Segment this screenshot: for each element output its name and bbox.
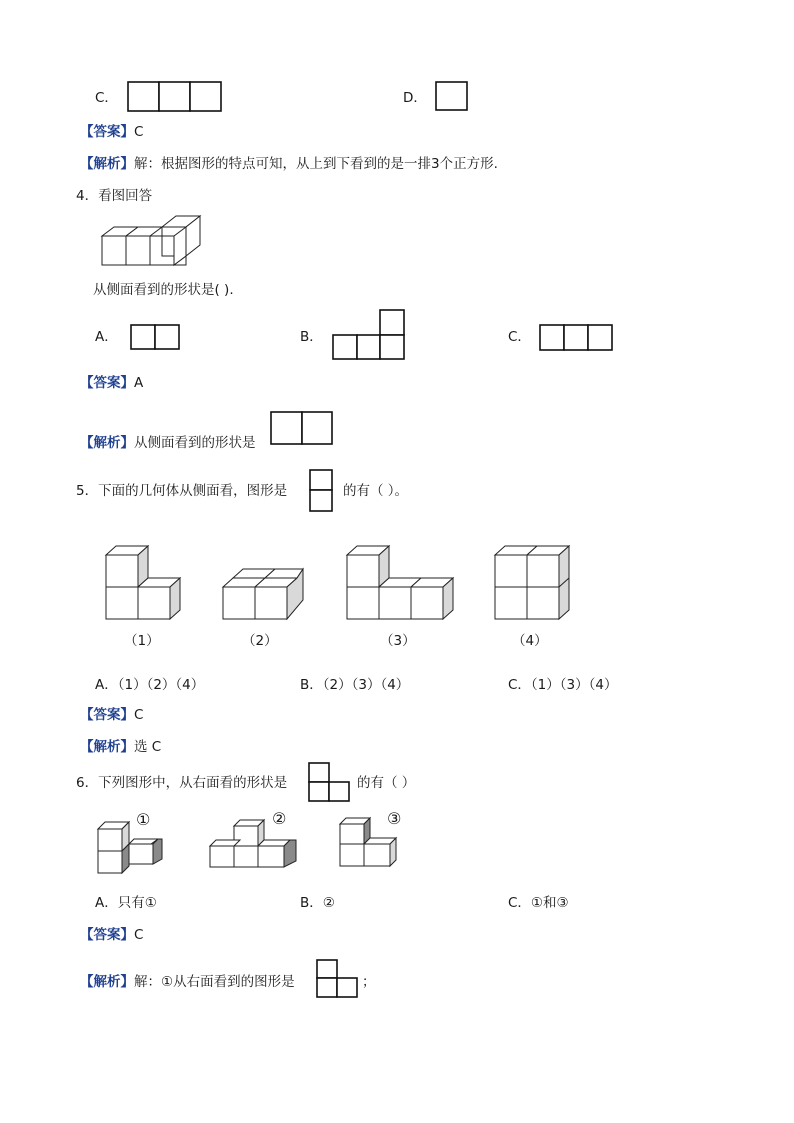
analysis-text: 解：①从右面看到的图形是 [134,974,295,990]
q6-analysis-post: ； [362,974,376,990]
q6-title-post: 的有（ ） [357,775,416,791]
analysis-tag: 【解析】 [80,156,134,172]
q5-label-4: （4） [512,633,548,649]
q5-answer [80,706,143,724]
q3-option-c-figure [127,81,223,112]
q6-solid-1 [96,819,168,875]
q4-option-b-label: B． [300,329,323,345]
q6-marker-3: ③ [387,809,402,828]
answer-tag: 【答案】 [80,124,134,140]
q5-title-figure [309,469,334,513]
answer-tag: 【答案】 [80,375,134,391]
q4-option-a-label: A． [95,329,118,345]
q5-label-3: （3） [380,633,416,649]
q3-analysis [80,155,498,173]
q5-option-b: B．（2）（3）（4） [300,677,410,693]
analysis-text: 从侧面看到的形状是 [134,435,256,451]
q4-title: 4．看图回答 [76,188,153,204]
q5-title-post: 的有（ ）。 [343,483,409,499]
q5-label-2: （2） [242,633,278,649]
analysis-text: 选 C [134,739,162,755]
q4-analysis-figure [270,411,334,446]
q5-analysis [80,738,161,756]
q5-solid-1 [104,544,184,622]
q6-analysis-figure [316,959,360,999]
q4-answer [80,374,143,392]
analysis-tag: 【解析】 [80,435,134,451]
q3-option-d-figure [435,81,469,112]
q5-option-a: A．（1）（2）（4） [95,677,205,693]
q4-question: 从侧面看到的形状是( ). [93,282,234,298]
q5-solid-3 [345,544,457,622]
q5-title-pre: 5．下面的几何体从侧面看，图形是 [76,483,288,499]
q6-option-c: C．①和③ [508,895,569,911]
q5-label-1: （1） [124,633,160,649]
answer-value: C [134,707,144,723]
q4-option-a-figure [130,324,181,350]
q6-title-pre: 6．下列图形中，从右面看的形状是 [76,775,288,791]
q6-marker-2: ② [272,809,287,828]
q5-solid-4 [493,544,573,622]
analysis-text: 解：根据图形的特点可知，从上到下看到的是一排3个正方形. [134,156,498,172]
q3-answer [80,123,143,141]
q3-option-c-label: C． [95,90,118,106]
q6-marker-1: ① [136,810,151,829]
analysis-tag: 【解析】 [80,974,134,990]
q6-answer [80,926,143,944]
q4-solid-figure [101,214,203,268]
q6-title-figure [308,762,352,803]
q4-option-c-figure [539,324,615,351]
answer-value: C [134,927,144,943]
q4-analysis [80,434,256,452]
q6-option-b: B．② [300,895,335,911]
q4-option-b-figure [332,309,406,361]
answer-value: A [134,375,144,391]
q6-option-a: A．只有① [95,895,157,911]
q5-option-c: C．（1）（3）（4） [508,677,618,693]
answer-tag: 【答案】 [80,927,134,943]
q5-solid-2 [221,566,305,622]
analysis-tag: 【解析】 [80,739,134,755]
answer-tag: 【答案】 [80,707,134,723]
q6-analysis [80,973,295,991]
answer-value: C [134,124,144,140]
q3-option-d-label: D． [403,90,427,106]
q4-option-c-label: C． [508,329,531,345]
